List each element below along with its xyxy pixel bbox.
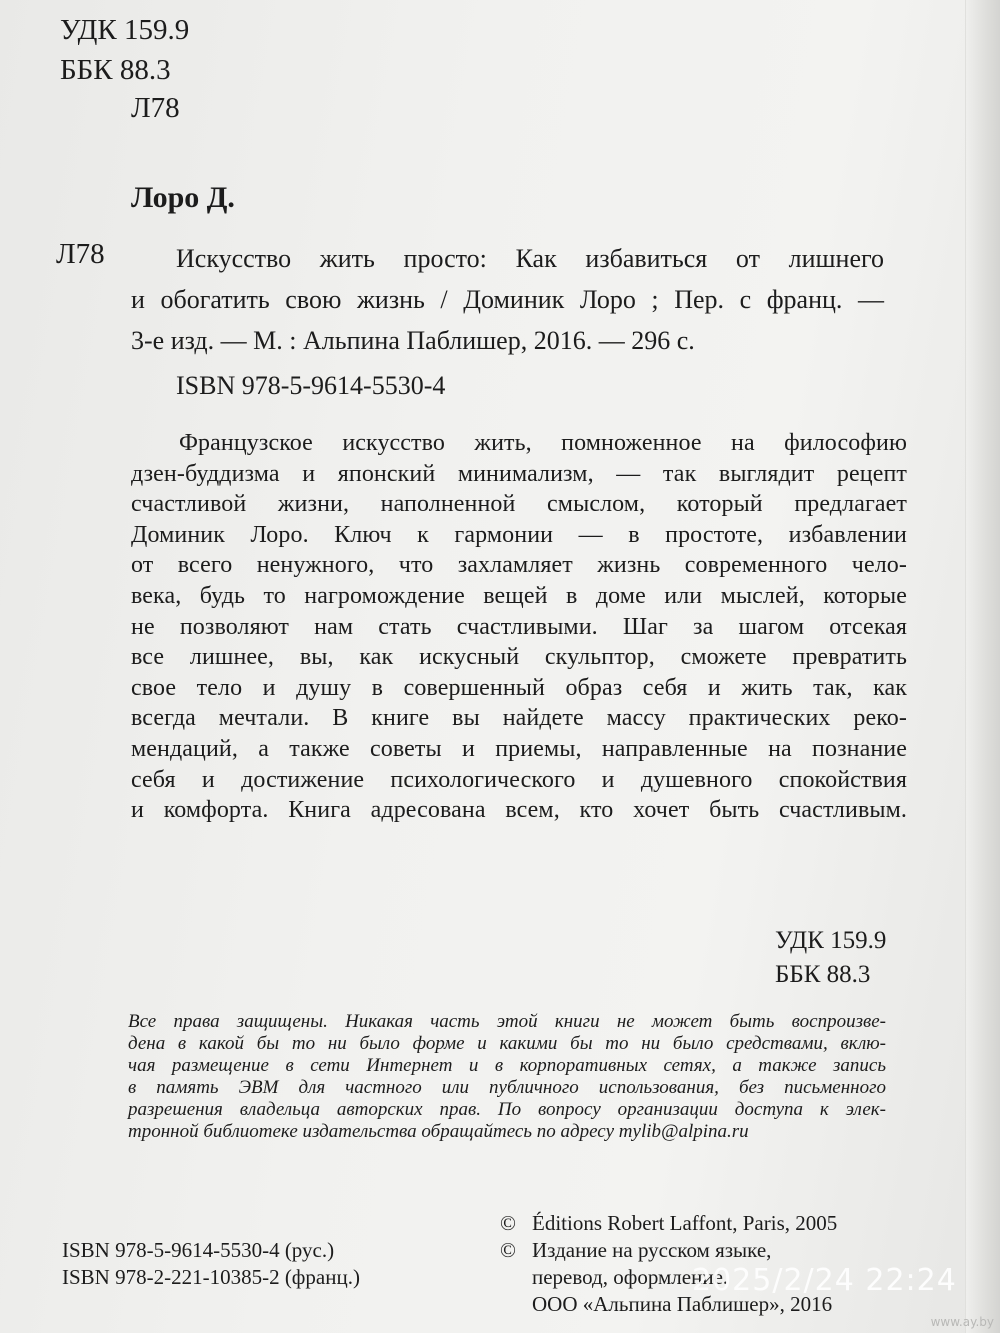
annotation-line: дзен-буддизма и японский минимализм, — так выглядит рецепт: [131, 460, 907, 487]
isbn-russian: ISBN 978-5-9614-5530-4 (рус.): [62, 1238, 335, 1262]
annotation-line: свое тело и душу в совершенный образ себя и жить так, как: [131, 674, 907, 701]
udk-code-bottom: УДК 159.9: [775, 927, 887, 954]
annotation-line: не позволяют нам стать счастливыми. Шаг за шагом отсекая: [131, 613, 907, 640]
photo-timestamp: 2025/2/24 22:24: [692, 1263, 957, 1298]
annotation-line: всегда мечтали. В книге вы найдете массу практических реко-: [131, 705, 907, 732]
author-name: Лоро Д.: [131, 181, 235, 214]
author-mark-top: Л78: [131, 92, 180, 124]
annotation-line: и комфорта. Книга адресована всем, кто хочет быть счастливым.: [131, 797, 907, 824]
site-watermark: www.ay.by: [930, 1315, 994, 1329]
bibliographic-line: и обогатить свою жизнь / Доминик Лоро ; Пер. с франц. —: [131, 285, 884, 314]
annotation-line: счастливой жизни, наполненной смыслом, который предлагает: [131, 491, 907, 518]
isbn-french: ISBN 978-2-221-10385-2 (франц.): [62, 1265, 360, 1289]
annotation-line: века, будь то нагромождение вещей в доме или мыслей, которые: [131, 582, 907, 609]
rights-line: тронной библиотеке издательства обращайтесь по адресу mylib@alpina.ru: [128, 1121, 749, 1142]
copyright-symbol: ©: [500, 1238, 516, 1262]
entry-mark: Л78: [56, 238, 105, 270]
rights-line: разрешения владельца авторских прав. По вопросу организации доступа к элек-: [128, 1099, 886, 1120]
rights-line: чая размещение в сети Интернет и в корпоративных сетях, а также запись: [128, 1055, 886, 1076]
annotation-line: мендаций, а также советы и приемы, направленные на познание: [131, 735, 907, 762]
udk-code-top: УДК 159.9: [60, 14, 190, 46]
rights-line: Все права защищены. Никакая часть этой книги не может быть воспроизве-: [128, 1011, 886, 1032]
rights-notice: [128, 1011, 886, 1143]
annotation-line: Французское искусство жить, помноженное на философию: [179, 430, 907, 456]
copyright-symbol: ©: [500, 1211, 516, 1235]
copyright-line: Éditions Robert Laffont, Paris, 2005: [532, 1211, 838, 1235]
bibliographic-description: [176, 238, 884, 279]
annotation-line: Доминик Лоро. Ключ к гармонии — в простоте, избавлении: [131, 521, 907, 548]
page-edge: [965, 0, 1000, 1333]
copyright-line: Издание на русском языке,: [532, 1238, 772, 1262]
annotation-line: себя и достижение психологического и душевного спокойствия: [131, 766, 907, 793]
bibliographic-line: Искусство жить просто: Как избавиться от лишнего: [176, 244, 884, 273]
bibliographic-continuation: [131, 279, 884, 361]
annotation: [131, 428, 907, 826]
rights-line: в память ЭВМ для частного или публичного использования, без письменного: [128, 1077, 886, 1098]
annotation-line: от всего ненужного, что захламляет жизнь современного чело-: [131, 552, 907, 579]
isbn-main: ISBN 978-5-9614-5530-4: [176, 371, 446, 400]
copyright-line: ООО «Альпина Паблишер», 2016: [532, 1292, 833, 1316]
annotation-line: все лишнее, вы, как искусный скульптор, сможете превратить: [131, 644, 907, 671]
bibliographic-line: 3-е изд. — М. : Альпина Паблишер, 2016. — 296 с.: [131, 326, 695, 355]
bbk-code-bottom: ББК 88.3: [775, 961, 871, 988]
rights-line: дена в какой бы то ни было форме и какими бы то ни было средствами, вклю-: [128, 1033, 886, 1054]
copyright-line: перевод, оформление.: [532, 1265, 729, 1289]
bbk-code-top: ББК 88.3: [60, 54, 171, 86]
